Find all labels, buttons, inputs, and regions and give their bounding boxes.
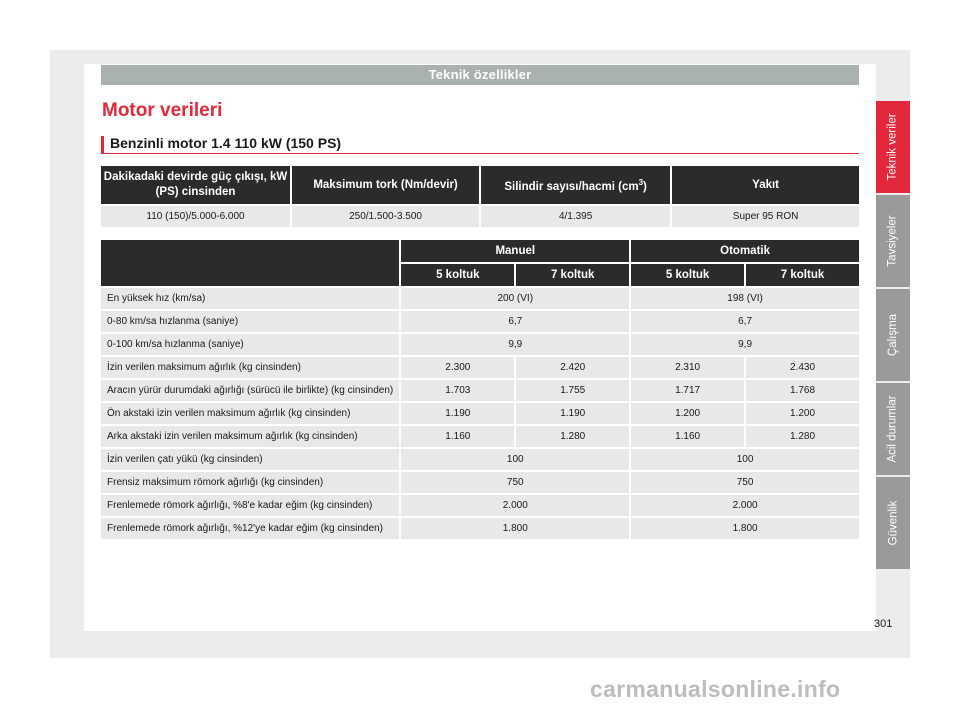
engine-cell-cylinders: 4/1.395 xyxy=(481,206,670,227)
spec-cell: 1.160 xyxy=(631,426,744,447)
engine-cell-fuel: Super 95 RON xyxy=(672,206,859,227)
spec-cell: 1.160 xyxy=(401,426,514,447)
spec-cell: 1.200 xyxy=(631,403,744,424)
spec-row-label: Aracın yürür durumdaki ağırlığı (sürücü ile birlikte) (kg cinsinden) xyxy=(101,380,399,401)
spec-cell: 1.703 xyxy=(401,380,514,401)
spec-cell: 1.755 xyxy=(516,380,629,401)
spec-header-seats: 5 koltuk xyxy=(631,264,744,286)
spec-cell-otomatik: 2.000 xyxy=(631,495,859,516)
spec-cell-manuel: 1.800 xyxy=(401,518,629,539)
engine-data-table xyxy=(99,164,861,229)
spec-row-label: Frenlemede römork ağırlığı, %12'ye kadar eğim (kg cinsinden) xyxy=(101,518,399,539)
spec-cell: 2.310 xyxy=(631,357,744,378)
table-row xyxy=(101,495,859,516)
spec-cell-manuel: 100 xyxy=(401,449,629,470)
spec-cell: 1.717 xyxy=(631,380,744,401)
spec-row-label: 0-80 km/sa hızlanma (saniye) xyxy=(101,311,399,332)
table-row xyxy=(101,426,859,447)
side-tab-calisma[interactable] xyxy=(876,289,910,381)
side-tab-label: Teknik veriler xyxy=(887,113,900,181)
spec-cell-manuel: 6,7 xyxy=(401,311,629,332)
watermark-text: carmanualsonline.info xyxy=(590,676,841,702)
engine-header-torque: Maksimum tork (Nm/devir) xyxy=(292,166,479,204)
spec-row-label: Arka akstaki izin verilen maksimum ağırlık (kg cinsinden) xyxy=(101,426,399,447)
spec-header-seats: 7 koltuk xyxy=(516,264,629,286)
engine-header-power: Dakikadaki devirde güç çıkışı, kW (PS) cinsinden xyxy=(101,166,290,204)
side-tab-label: Tavsiyeler xyxy=(887,215,900,267)
spec-cell: 1.768 xyxy=(746,380,859,401)
spec-row-label: Ön akstaki izin verilen maksimum ağırlık (kg cinsinden) xyxy=(101,403,399,424)
spec-row-label: Frensiz maksimum römork ağırlığı (kg cinsinden) xyxy=(101,472,399,493)
spec-cell-otomatik: 9,9 xyxy=(631,334,859,355)
spec-row-label: İzin verilen maksimum ağırlık (kg cinsinden) xyxy=(101,357,399,378)
engine-cell-torque: 250/1.500-3.500 xyxy=(292,206,479,227)
spec-header-manuel: Manuel xyxy=(401,240,629,262)
spec-cell-manuel: 200 (VI) xyxy=(401,288,629,309)
table-row xyxy=(101,403,859,424)
section-title: Motor verileri xyxy=(102,100,223,121)
spec-cell: 2.420 xyxy=(516,357,629,378)
spec-cell-otomatik: 750 xyxy=(631,472,859,493)
vehicle-spec-table xyxy=(99,238,861,541)
spec-cell-otomatik: 100 xyxy=(631,449,859,470)
chapter-header: Teknik özellikler xyxy=(101,65,859,85)
table-row xyxy=(101,449,859,470)
side-tab-label: Acil durumlar xyxy=(887,395,900,463)
engine-header-fuel: Yakıt xyxy=(672,166,859,204)
spec-cell: 1.280 xyxy=(746,426,859,447)
spec-table-body xyxy=(101,288,859,539)
spec-cell: 2.430 xyxy=(746,357,859,378)
side-tab-strip xyxy=(876,101,910,571)
spec-cell-otomatik: 6,7 xyxy=(631,311,859,332)
engine-cell-power: 110 (150)/5.000-6.000 xyxy=(101,206,290,227)
table-row xyxy=(101,357,859,378)
side-tab-guvenlik[interactable] xyxy=(876,477,910,569)
spec-cell-manuel: 750 xyxy=(401,472,629,493)
table-row xyxy=(101,334,859,355)
engine-subtitle: Benzinli motor 1.4 110 kW (150 PS) xyxy=(101,136,859,154)
spec-cell-manuel: 9,9 xyxy=(401,334,629,355)
side-tab-tavsiyeler[interactable] xyxy=(876,195,910,287)
spec-cell-otomatik: 1.800 xyxy=(631,518,859,539)
spec-cell-otomatik: 198 (VI) xyxy=(631,288,859,309)
spec-row-label: Frenlemede römork ağırlığı, %8'e kadar eğim (kg cinsinden) xyxy=(101,495,399,516)
spec-cell: 2.300 xyxy=(401,357,514,378)
side-tab-teknik-veriler[interactable] xyxy=(876,101,910,193)
spec-cell: 1.280 xyxy=(516,426,629,447)
spec-header-otomatik: Otomatik xyxy=(631,240,859,262)
side-tab-acil-durumlar[interactable] xyxy=(876,383,910,475)
table-row xyxy=(101,472,859,493)
spec-row-label: En yüksek hız (km/sa) xyxy=(101,288,399,309)
spec-header-seats: 5 koltuk xyxy=(401,264,514,286)
spec-cell: 1.200 xyxy=(746,403,859,424)
spec-cell: 1.190 xyxy=(401,403,514,424)
table-row xyxy=(101,518,859,539)
spec-cell: 1.190 xyxy=(516,403,629,424)
spec-row-label: İzin verilen çatı yükü (kg cinsinden) xyxy=(101,449,399,470)
table-row xyxy=(101,288,859,309)
table-row xyxy=(101,380,859,401)
table-row xyxy=(101,311,859,332)
spec-row-label: 0-100 km/sa hızlanma (saniye) xyxy=(101,334,399,355)
engine-header-cylinders: Silindir sayısı/hacmi $(cm^3)$ xyxy=(481,166,670,204)
spec-cell-manuel: 2.000 xyxy=(401,495,629,516)
spec-header-blank xyxy=(101,240,399,286)
spec-header-seats: 7 koltuk xyxy=(746,264,859,286)
side-tab-label: Çalışma xyxy=(887,313,899,357)
side-tab-label: Güvenlik xyxy=(887,500,899,546)
page-number: 301 xyxy=(874,618,893,630)
